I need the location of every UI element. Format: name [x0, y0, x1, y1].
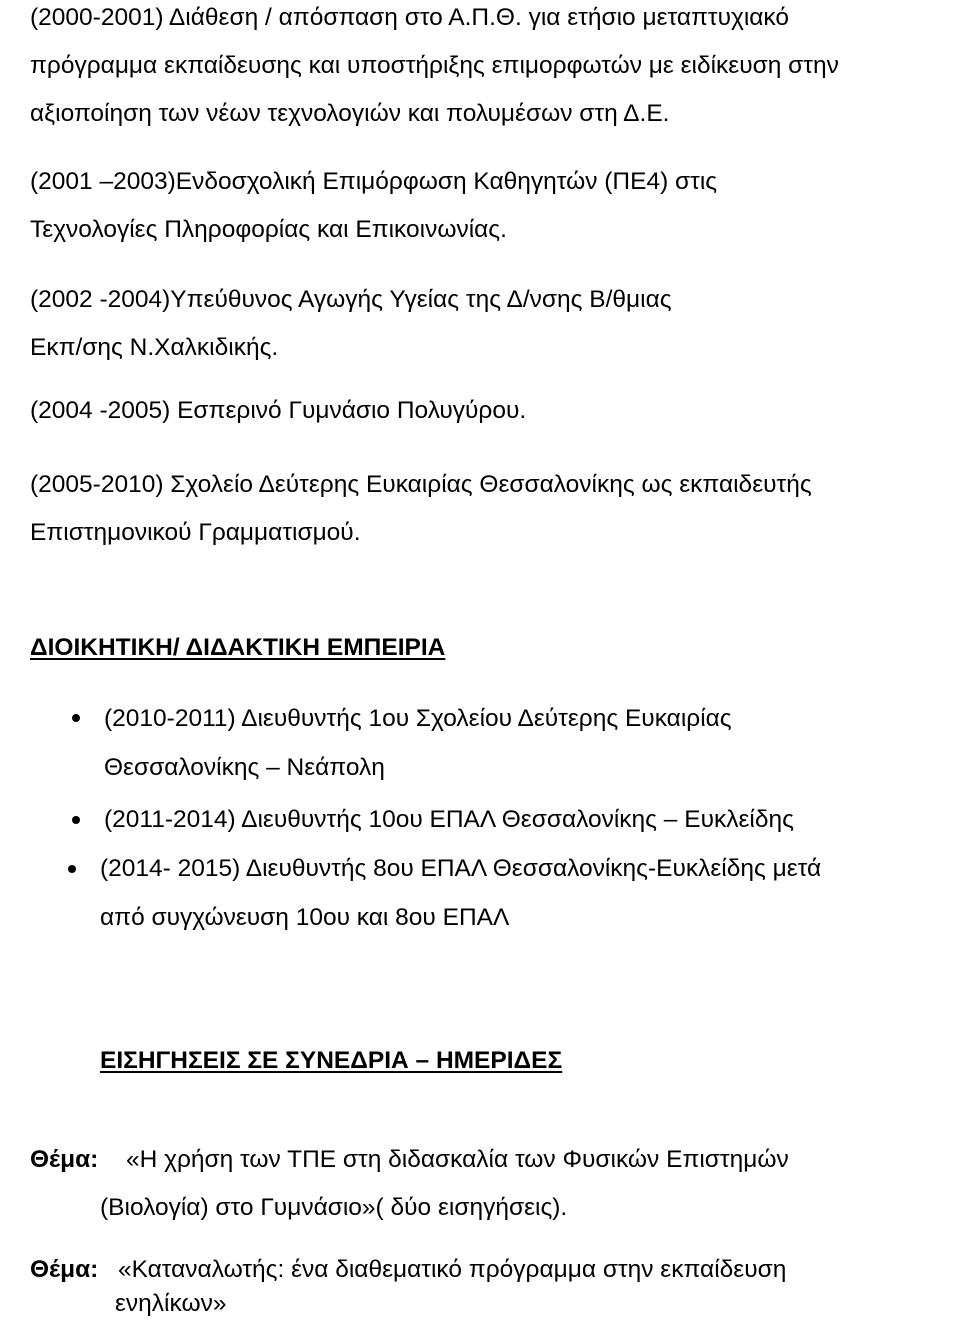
experience-line: (2001 –2003)Ενδοσχολική Επιμόρφωση Καθηγητών (ΠΕ4) στις [30, 168, 718, 195]
admin-item-line: (2011-2014) Διευθυντής 10ου ΕΠΑΛ Θεσσαλονίκης – Ευκλείδης [104, 806, 794, 833]
topic-text: ενηλίκων» [115, 1290, 227, 1317]
topic-text: (Βιολογία) στο Γυμνάσιο»( δύο εισηγήσεις). [100, 1194, 568, 1221]
topic-label: Θέμα: [30, 1256, 99, 1283]
experience-line: (2005-2010) Σχολείο Δεύτερης Ευκαιρίας Θεσσαλονίκης ως εκπαιδευτής [30, 471, 812, 498]
experience-line: Επιστημονικού Γραμματισμού. [30, 519, 361, 546]
talk-topic [30, 1136, 950, 1232]
experience-line: πρόγραμμα εκπαίδευσης και υποστήριξης επιμορφωτών με ειδίκευση στην [30, 52, 839, 79]
experience-line: (2002 -2004)Υπεύθυνος Αγωγής Υγείας της Δ/νσης Β/θμιας [30, 286, 672, 313]
topic-text: «Η χρήση των ΤΠΕ στη διδασκαλία των Φυσικών Επιστημών [125, 1146, 789, 1173]
admin-item-line: από συγχώνευση 10ου και 8ου ΕΠΑΛ [100, 904, 510, 931]
admin-item-line: (2014- 2015) Διευθυντής 8ου ΕΠΑΛ Θεσσαλονίκης-Ευκλείδης μετά [100, 855, 822, 882]
admin-item [100, 844, 821, 942]
admin-section-title: ΔΙΟΙΚΗΤΙΚΗ/ ΔΙΔΑΚΤΙΚΗ ΕΜΠΕΙΡΙΑ [30, 634, 446, 661]
bullet-icon [72, 816, 80, 824]
admin-item [104, 795, 794, 844]
experience-line: Τεχνολογίες Πληροφορίας και Επικοινωνίας. [30, 216, 507, 243]
experience-entry-2004 [30, 387, 950, 435]
topic-label: Θέμα: [30, 1146, 99, 1173]
talk-topic [30, 1253, 950, 1321]
talks-section-title: ΕΙΣΗΓΗΣΕΙΣ ΣΕ ΣΥΝΕΔΡΙΑ – ΗΜΕΡΙΔΕΣ [100, 1047, 563, 1074]
admin-item-line: (2010-2011) Διευθυντής 1ου Σχολείου Δεύτερης Ευκαιρίας [104, 705, 732, 732]
experience-line: Εκπ/σης Ν.Χαλκιδικής. [30, 334, 279, 361]
experience-entry-2002 [30, 276, 950, 372]
admin-item-line: Θεσσαλονίκης – Νεάπολη [104, 754, 385, 781]
bullet-icon [72, 714, 80, 722]
experience-line: (2000-2001) Διάθεση / απόσπαση στο Α.Π.Θ. για ετήσιο μεταπτυχιακό [30, 4, 790, 31]
experience-entry-2001 [30, 158, 950, 254]
experience-line: αξιοποίηση των νέων τεχνολογιών και πολυμέσων στη Δ.Ε. [30, 100, 670, 127]
experience-entry-2005 [30, 461, 950, 557]
experience-line: (2004 -2005) Εσπερινό Γυμνάσιο Πολυγύρου. [30, 397, 527, 424]
admin-item [104, 694, 732, 792]
topic-text: «Καταναλωτής: ένα διαθεματικό πρόγραμμα στην εκπαίδευση [117, 1256, 787, 1283]
experience-entry-2000 [30, 0, 950, 138]
bullet-icon [68, 865, 76, 873]
